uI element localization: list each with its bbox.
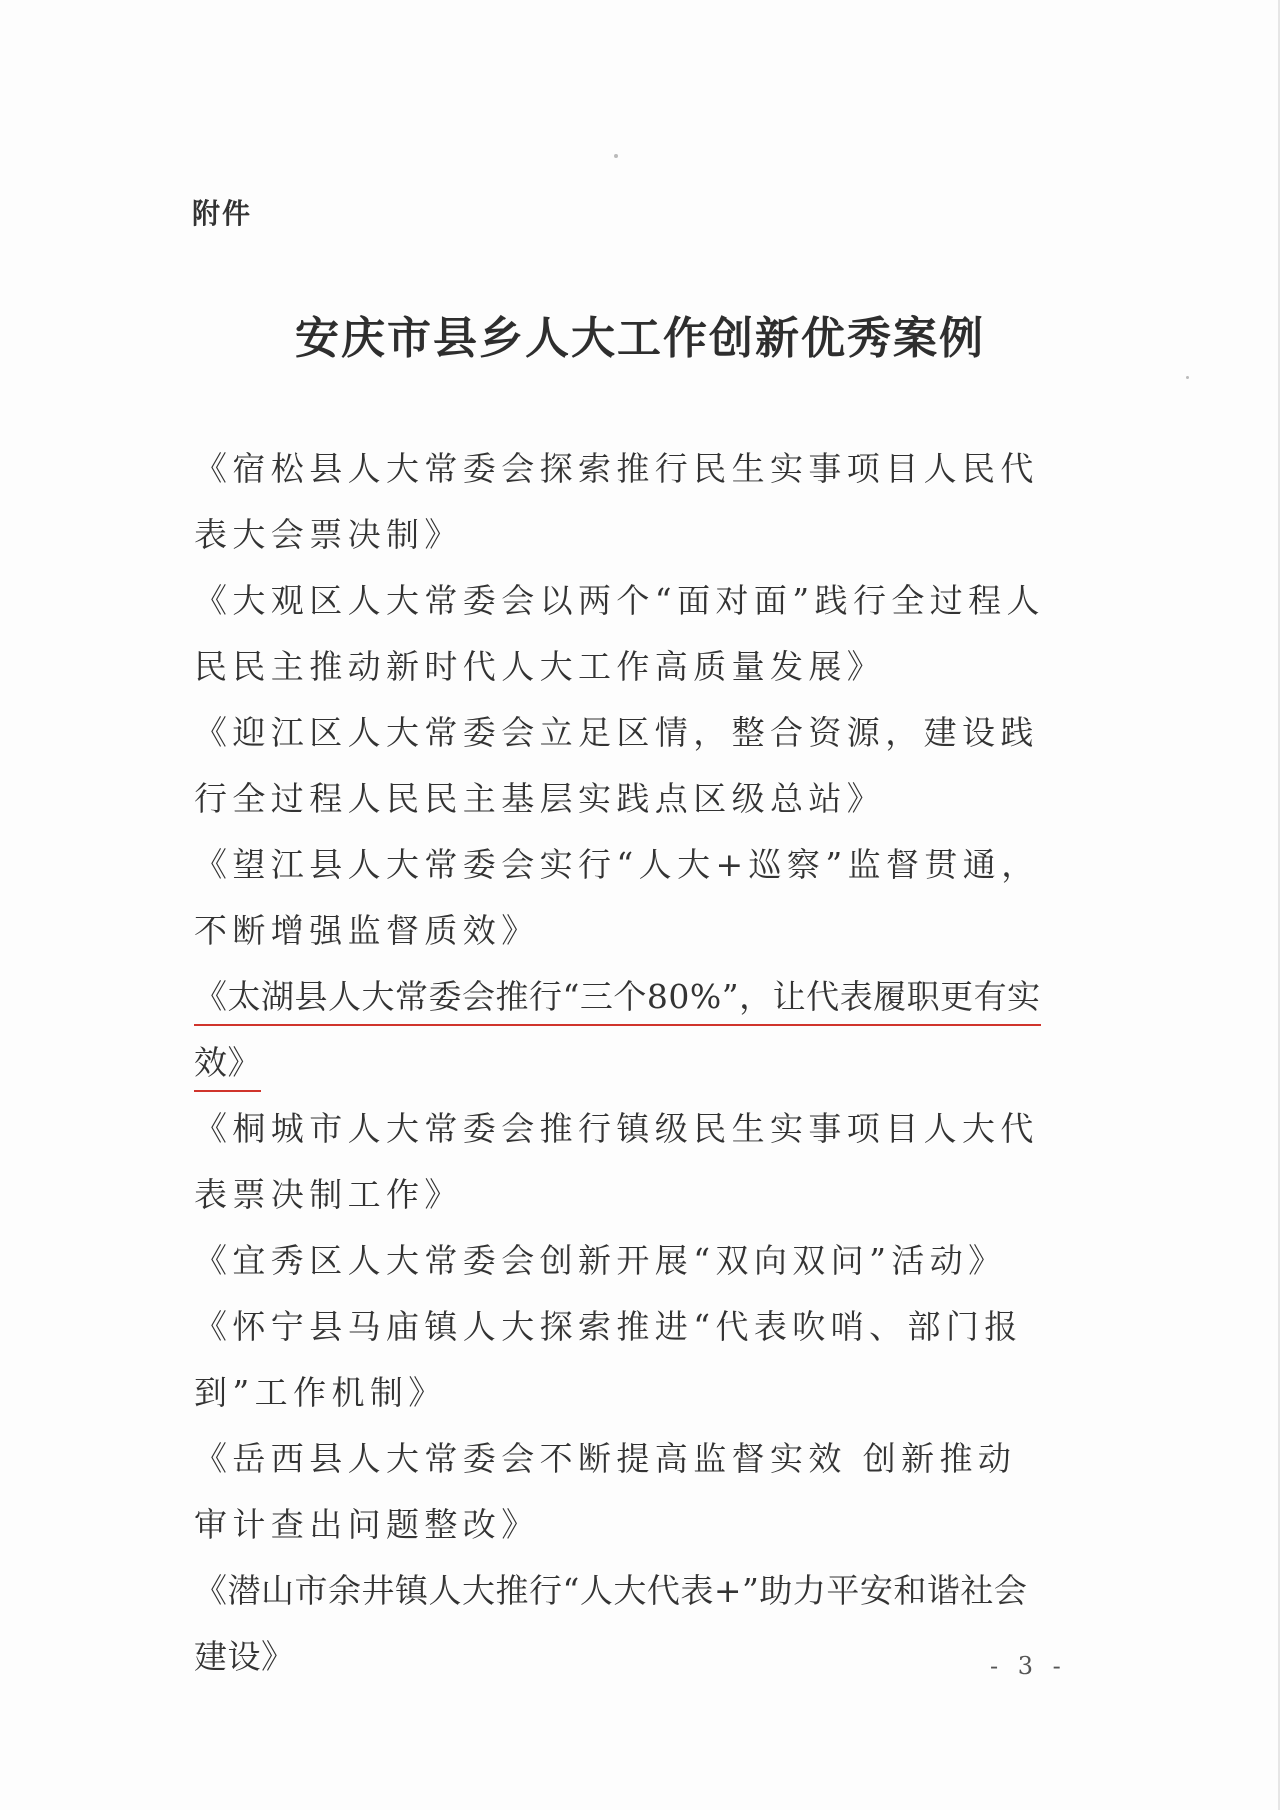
case-item-9: 《岳西县人大常委会不断提高监督实效 创新推动审计查出问题整改》 <box>194 1439 1017 1544</box>
page-number: - 3 - <box>990 1652 1067 1680</box>
case-item-5 <box>194 964 1054 1096</box>
attachment-label: 附件 <box>192 197 253 230</box>
case-item-3: 《迎江区人大常委会立足区情，整合资源，建设践行全过程人民民主基层实践点区级总站》 <box>194 713 1039 818</box>
case-list <box>194 436 1054 1690</box>
case-item-5-text: 《太湖县人大常委会推行“三个80%”，让代表履职更有实效》 <box>194 977 1041 1092</box>
case-item-8: 《怀宁县马庙镇人大探索推进“代表吹哨、部门报到”工作机制》 <box>194 1307 1023 1412</box>
scan-speck <box>614 154 618 158</box>
case-item-2: 《大观区人大常委会以两个“面对面”践行全过程人民民主推动新时代人大工作高质量发展》 <box>194 581 1045 686</box>
case-item-7: 《宜秀区人大常委会创新开展“双向双问”活动》 <box>194 1241 1007 1280</box>
document-title: 安庆市县乡人大工作创新优秀案例 <box>295 313 985 364</box>
case-item-6: 《桐城市人大常委会推行镇级民生实事项目人大代表票决制工作》 <box>194 1109 1039 1214</box>
case-item-1: 《宿松县人大常委会探索推行民生实事项目人民代表大会票决制》 <box>194 449 1039 554</box>
case-item-4: 《望江县人大常委会实行“人大+巡察”监督贯通，不断增强监督质效》 <box>194 845 1040 950</box>
case-item-10: 《潜山市余井镇人大推行“人大代表+”助力平安和谐社会建设》 <box>194 1571 1028 1676</box>
scan-speck <box>1186 376 1189 379</box>
